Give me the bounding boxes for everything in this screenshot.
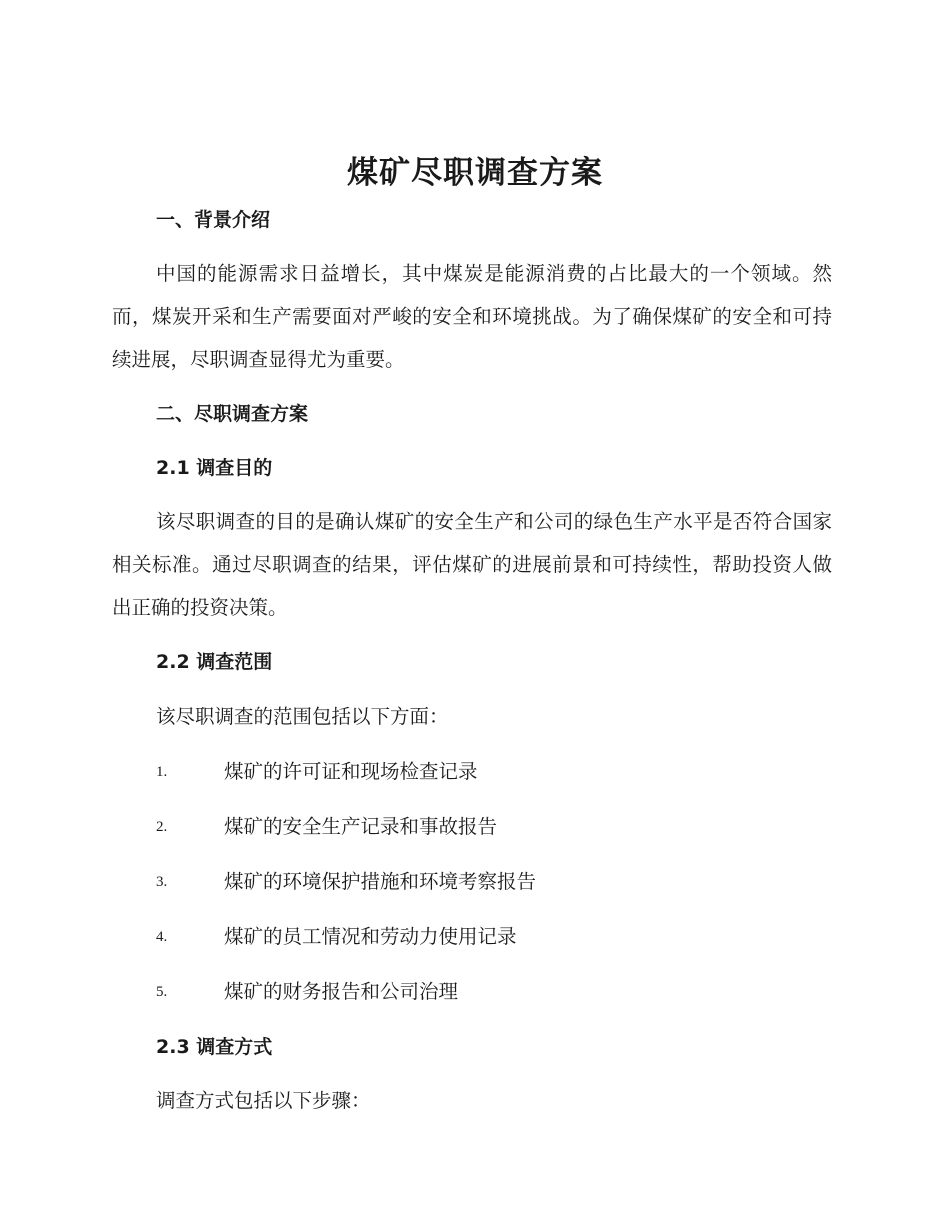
list-item-text: 煤矿的员工情况和劳动力使用记录 [224, 925, 517, 948]
scope-intro: 该尽职调查的范围包括以下方面： [156, 705, 449, 728]
list-item-number: 2. [156, 819, 168, 835]
list-item [156, 812, 536, 867]
list-item-number: 1. [156, 764, 168, 780]
subsection-heading-scope: 2.2 调查范围 [156, 651, 273, 673]
section-heading-background: 一、背景介绍 [156, 209, 271, 231]
scope-list [156, 757, 536, 1032]
list-item [156, 757, 536, 812]
method-intro: 调查方式包括以下步骤： [156, 1089, 371, 1112]
list-item-number: 4. [156, 929, 168, 945]
list-item-text: 煤矿的许可证和现场检查记录 [224, 760, 478, 783]
list-item-text: 煤矿的环境保护措施和环境考察报告 [224, 870, 537, 893]
purpose-paragraph: 该尽职调查的目的是确认煤矿的安全生产和公司的绿色生产水平是否符合国家相关标准。通过尽职调查的结果，评估煤矿的进展前景和可持续性，帮助投资人做出正确的投资决策。 [112, 510, 832, 619]
list-item-text: 煤矿的安全生产记录和事故报告 [224, 815, 498, 838]
list-item [156, 867, 536, 922]
list-item [156, 977, 536, 1032]
document-title: 煤矿尽职调查方案 [347, 155, 603, 191]
background-paragraph: 中国的能源需求日益增长，其中煤炭是能源消费的占比最大的一个领域。然而，煤炭开采和生产需要面对严峻的安全和环境挑战。为了确保煤矿的安全和可持续进展，尽职调查显得尤为重要。 [112, 262, 832, 371]
list-item-number: 3. [156, 874, 168, 890]
section-heading-due-diligence: 二、尽职调查方案 [156, 403, 309, 425]
list-item-text: 煤矿的财务报告和公司治理 [224, 980, 459, 1003]
list-item [156, 922, 536, 977]
subsection-heading-purpose: 2.1 调查目的 [156, 457, 273, 479]
list-item-number: 5. [156, 984, 168, 1000]
subsection-heading-method: 2.3 调查方式 [156, 1036, 273, 1058]
